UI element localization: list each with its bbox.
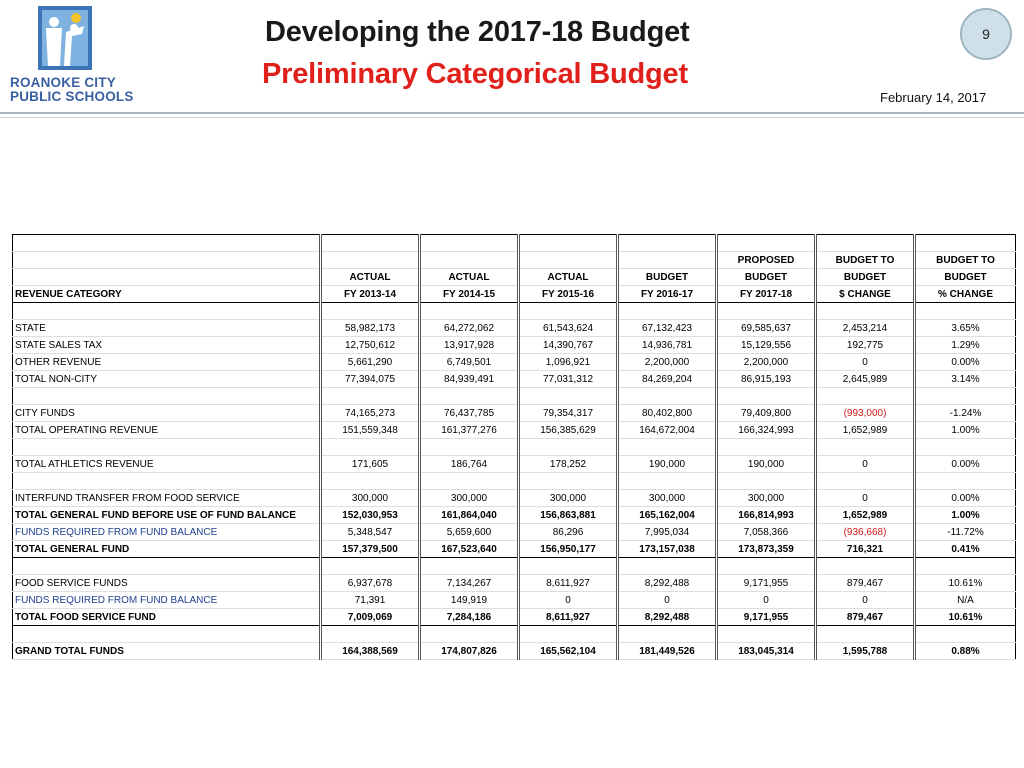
table-cell: 1.00% [915, 422, 1016, 439]
table-cell: 190,000 [618, 456, 717, 473]
row-label: STATE [13, 320, 321, 337]
table-cell: 151,559,348 [321, 422, 420, 439]
row-label: GRAND TOTAL FUNDS [13, 643, 321, 660]
column-header: ACTUAL [420, 269, 519, 286]
table-cell: 174,807,826 [420, 643, 519, 660]
table-cell: 1,652,989 [816, 507, 915, 524]
row-label: TOTAL ATHLETICS REVENUE [13, 456, 321, 473]
column-header: BUDGET [618, 269, 717, 286]
table-cell: 156,863,881 [519, 507, 618, 524]
page-subtitle: Preliminary Categorical Budget [262, 58, 688, 90]
table-cell-negative: (936,668) [816, 524, 915, 541]
table-cell: 5,659,600 [420, 524, 519, 541]
column-header [420, 252, 519, 269]
table-cell: 879,467 [816, 609, 915, 626]
table-cell: 300,000 [717, 490, 816, 507]
table-cell: 152,030,953 [321, 507, 420, 524]
table-cell: 84,939,491 [420, 371, 519, 388]
column-header [519, 252, 618, 269]
table-row-blank [13, 388, 1016, 405]
slide-date: February 14, 2017 [880, 90, 987, 105]
table-cell: 76,437,785 [420, 405, 519, 422]
table-cell: -1.24% [915, 405, 1016, 422]
table-cell: 0 [816, 456, 915, 473]
table-cell: 86,296 [519, 524, 618, 541]
table-cell: 10.61% [915, 575, 1016, 592]
row-label: TOTAL GENERAL FUND BEFORE USE OF FUND BALANCE [13, 507, 321, 524]
column-header: FY 2015-16 [519, 286, 618, 303]
logo-text [10, 75, 134, 104]
table-header-row-2 [13, 269, 1016, 286]
table-cell: 190,000 [717, 456, 816, 473]
table-cell: 9,171,955 [717, 609, 816, 626]
table-cell: -11.72% [915, 524, 1016, 541]
row-label: FUNDS REQUIRED FROM FUND BALANCE [13, 592, 321, 609]
column-header: FY 2017-18 [717, 286, 816, 303]
column-header: BUDGET [717, 269, 816, 286]
table-cell: 181,449,526 [618, 643, 717, 660]
table-cell: 166,324,993 [717, 422, 816, 439]
column-header [618, 252, 717, 269]
table-cell: 167,523,640 [420, 541, 519, 558]
column-header: BUDGET TO [915, 252, 1016, 269]
table-cell: 186,764 [420, 456, 519, 473]
column-header [13, 252, 321, 269]
table-cell: 7,284,186 [420, 609, 519, 626]
table-cell: 61,543,624 [519, 320, 618, 337]
table-cell: 84,269,204 [618, 371, 717, 388]
table-row-blank [13, 558, 1016, 575]
column-header: BUDGET [816, 269, 915, 286]
table-cell: 156,385,629 [519, 422, 618, 439]
table-row-blank [13, 439, 1016, 456]
column-header: $ CHANGE [816, 286, 915, 303]
header-divider [0, 112, 1024, 114]
table-row [13, 524, 1016, 541]
table-cell: 0 [816, 490, 915, 507]
row-label: FUNDS REQUIRED FROM FUND BALANCE [13, 524, 321, 541]
table-row [13, 422, 1016, 439]
table-cell: 7,995,034 [618, 524, 717, 541]
table-cell: 80,402,800 [618, 405, 717, 422]
table-cell-negative: (993,000) [816, 405, 915, 422]
row-label: TOTAL GENERAL FUND [13, 541, 321, 558]
logo-line-2: PUBLIC SCHOOLS [10, 89, 134, 104]
table-cell: 0.00% [915, 354, 1016, 371]
table-cell: 7,058,366 [717, 524, 816, 541]
table-cell: 161,864,040 [420, 507, 519, 524]
table-cell: N/A [915, 592, 1016, 609]
table-cell: 2,200,000 [618, 354, 717, 371]
table-row-blank [13, 626, 1016, 643]
page-title: Developing the 2017-18 Budget [265, 16, 690, 48]
table-cell: 69,585,637 [717, 320, 816, 337]
row-label: INTERFUND TRANSFER FROM FOOD SERVICE [13, 490, 321, 507]
school-logo-icon [38, 6, 92, 70]
table-cell: 1.00% [915, 507, 1016, 524]
page-number: 9 [982, 26, 990, 42]
table-cell: 879,467 [816, 575, 915, 592]
table-cell: 161,377,276 [420, 422, 519, 439]
column-header: BUDGET TO [816, 252, 915, 269]
table-row [13, 575, 1016, 592]
column-header: REVENUE CATEGORY [13, 286, 321, 303]
table-cell: 300,000 [321, 490, 420, 507]
table-cell: 183,045,314 [717, 643, 816, 660]
table-cell: 156,950,177 [519, 541, 618, 558]
row-label: STATE SALES TAX [13, 337, 321, 354]
row-label: FOOD SERVICE FUNDS [13, 575, 321, 592]
row-label: TOTAL NON-CITY [13, 371, 321, 388]
column-header: BUDGET [915, 269, 1016, 286]
column-header: FY 2013-14 [321, 286, 420, 303]
table-cell: 64,272,062 [420, 320, 519, 337]
column-header: PROPOSED [717, 252, 816, 269]
table-cell: 9,171,955 [717, 575, 816, 592]
table-cell: 77,394,075 [321, 371, 420, 388]
table-cell: 0 [816, 592, 915, 609]
table-cell: 164,672,004 [618, 422, 717, 439]
table-row [13, 337, 1016, 354]
table-cell: 300,000 [618, 490, 717, 507]
table-row-total [13, 609, 1016, 626]
row-label: TOTAL OPERATING REVENUE [13, 422, 321, 439]
table-row-total [13, 541, 1016, 558]
column-header [321, 252, 420, 269]
table-row [13, 371, 1016, 388]
table-cell: 0.00% [915, 490, 1016, 507]
table-cell: 173,157,038 [618, 541, 717, 558]
table-cell: 300,000 [519, 490, 618, 507]
budget-table [12, 234, 1016, 660]
table-cell: 1,652,989 [816, 422, 915, 439]
table-row [13, 456, 1016, 473]
table-cell: 3.14% [915, 371, 1016, 388]
table-row-total [13, 507, 1016, 524]
table-cell: 149,919 [420, 592, 519, 609]
table-cell: 1,595,788 [816, 643, 915, 660]
table-cell: 2,200,000 [717, 354, 816, 371]
table-cell: 7,134,267 [420, 575, 519, 592]
table-cell: 8,292,488 [618, 575, 717, 592]
table-row [13, 405, 1016, 422]
table-cell: 178,252 [519, 456, 618, 473]
table-cell: 157,379,500 [321, 541, 420, 558]
table-cell: 0 [519, 592, 618, 609]
table-cell: 15,129,556 [717, 337, 816, 354]
table-cell: 67,132,423 [618, 320, 717, 337]
table-cell: 0.00% [915, 456, 1016, 473]
table-cell: 0 [816, 354, 915, 371]
table-cell: 0.88% [915, 643, 1016, 660]
table-cell: 5,661,290 [321, 354, 420, 371]
column-header: ACTUAL [321, 269, 420, 286]
column-header: FY 2014-15 [420, 286, 519, 303]
roanoke-logo [10, 6, 134, 106]
table-row [13, 592, 1016, 609]
table-cell: 8,611,927 [519, 575, 618, 592]
table-cell: 6,937,678 [321, 575, 420, 592]
table-row [13, 320, 1016, 337]
table-cell: 3.65% [915, 320, 1016, 337]
row-label: CITY FUNDS [13, 405, 321, 422]
table-cell: 10.61% [915, 609, 1016, 626]
table-row [13, 354, 1016, 371]
table-cell: 166,814,993 [717, 507, 816, 524]
row-label: OTHER REVENUE [13, 354, 321, 371]
column-header: FY 2016-17 [618, 286, 717, 303]
table-cell: 74,165,273 [321, 405, 420, 422]
table-cell: 2,645,989 [816, 371, 915, 388]
table-cell: 165,162,004 [618, 507, 717, 524]
table-cell: 8,611,927 [519, 609, 618, 626]
table-cell: 0.41% [915, 541, 1016, 558]
table-cell: 5,348,547 [321, 524, 420, 541]
table-row-blank [13, 303, 1016, 320]
table-cell: 164,388,569 [321, 643, 420, 660]
table-cell: 7,009,069 [321, 609, 420, 626]
table-cell: 300,000 [420, 490, 519, 507]
table-cell: 58,982,173 [321, 320, 420, 337]
table-cell: 716,321 [816, 541, 915, 558]
page-number-badge [960, 8, 1012, 60]
table-cell: 1,096,921 [519, 354, 618, 371]
table-row-grand-total [13, 643, 1016, 660]
table-cell: 6,749,501 [420, 354, 519, 371]
table-cell: 0 [717, 592, 816, 609]
column-header: % CHANGE [915, 286, 1016, 303]
table-row-blank [13, 473, 1016, 490]
table-cell: 173,873,359 [717, 541, 816, 558]
table-cell: 165,562,104 [519, 643, 618, 660]
table-row [13, 490, 1016, 507]
logo-line-1: ROANOKE CITY [10, 75, 116, 90]
table-cell: 0 [618, 592, 717, 609]
column-header [13, 269, 321, 286]
table-cell: 86,915,193 [717, 371, 816, 388]
table-cell: 13,917,928 [420, 337, 519, 354]
table-cell: 14,390,767 [519, 337, 618, 354]
table-cell: 8,292,488 [618, 609, 717, 626]
table-cell: 171,605 [321, 456, 420, 473]
table-cell: 1.29% [915, 337, 1016, 354]
table-cell: 79,354,317 [519, 405, 618, 422]
table-cell: 79,409,800 [717, 405, 816, 422]
table-cell: 192,775 [816, 337, 915, 354]
table-cell: 71,391 [321, 592, 420, 609]
column-header: ACTUAL [519, 269, 618, 286]
table-header-row-3 [13, 286, 1016, 303]
table-header-row-1 [13, 252, 1016, 269]
table-cell: 12,750,612 [321, 337, 420, 354]
table-cell: 2,453,214 [816, 320, 915, 337]
table-cell: 77,031,312 [519, 371, 618, 388]
table-row-blank [13, 235, 1016, 252]
row-label: TOTAL FOOD SERVICE FUND [13, 609, 321, 626]
table-cell: 14,936,781 [618, 337, 717, 354]
header-divider-thin [0, 117, 1024, 118]
